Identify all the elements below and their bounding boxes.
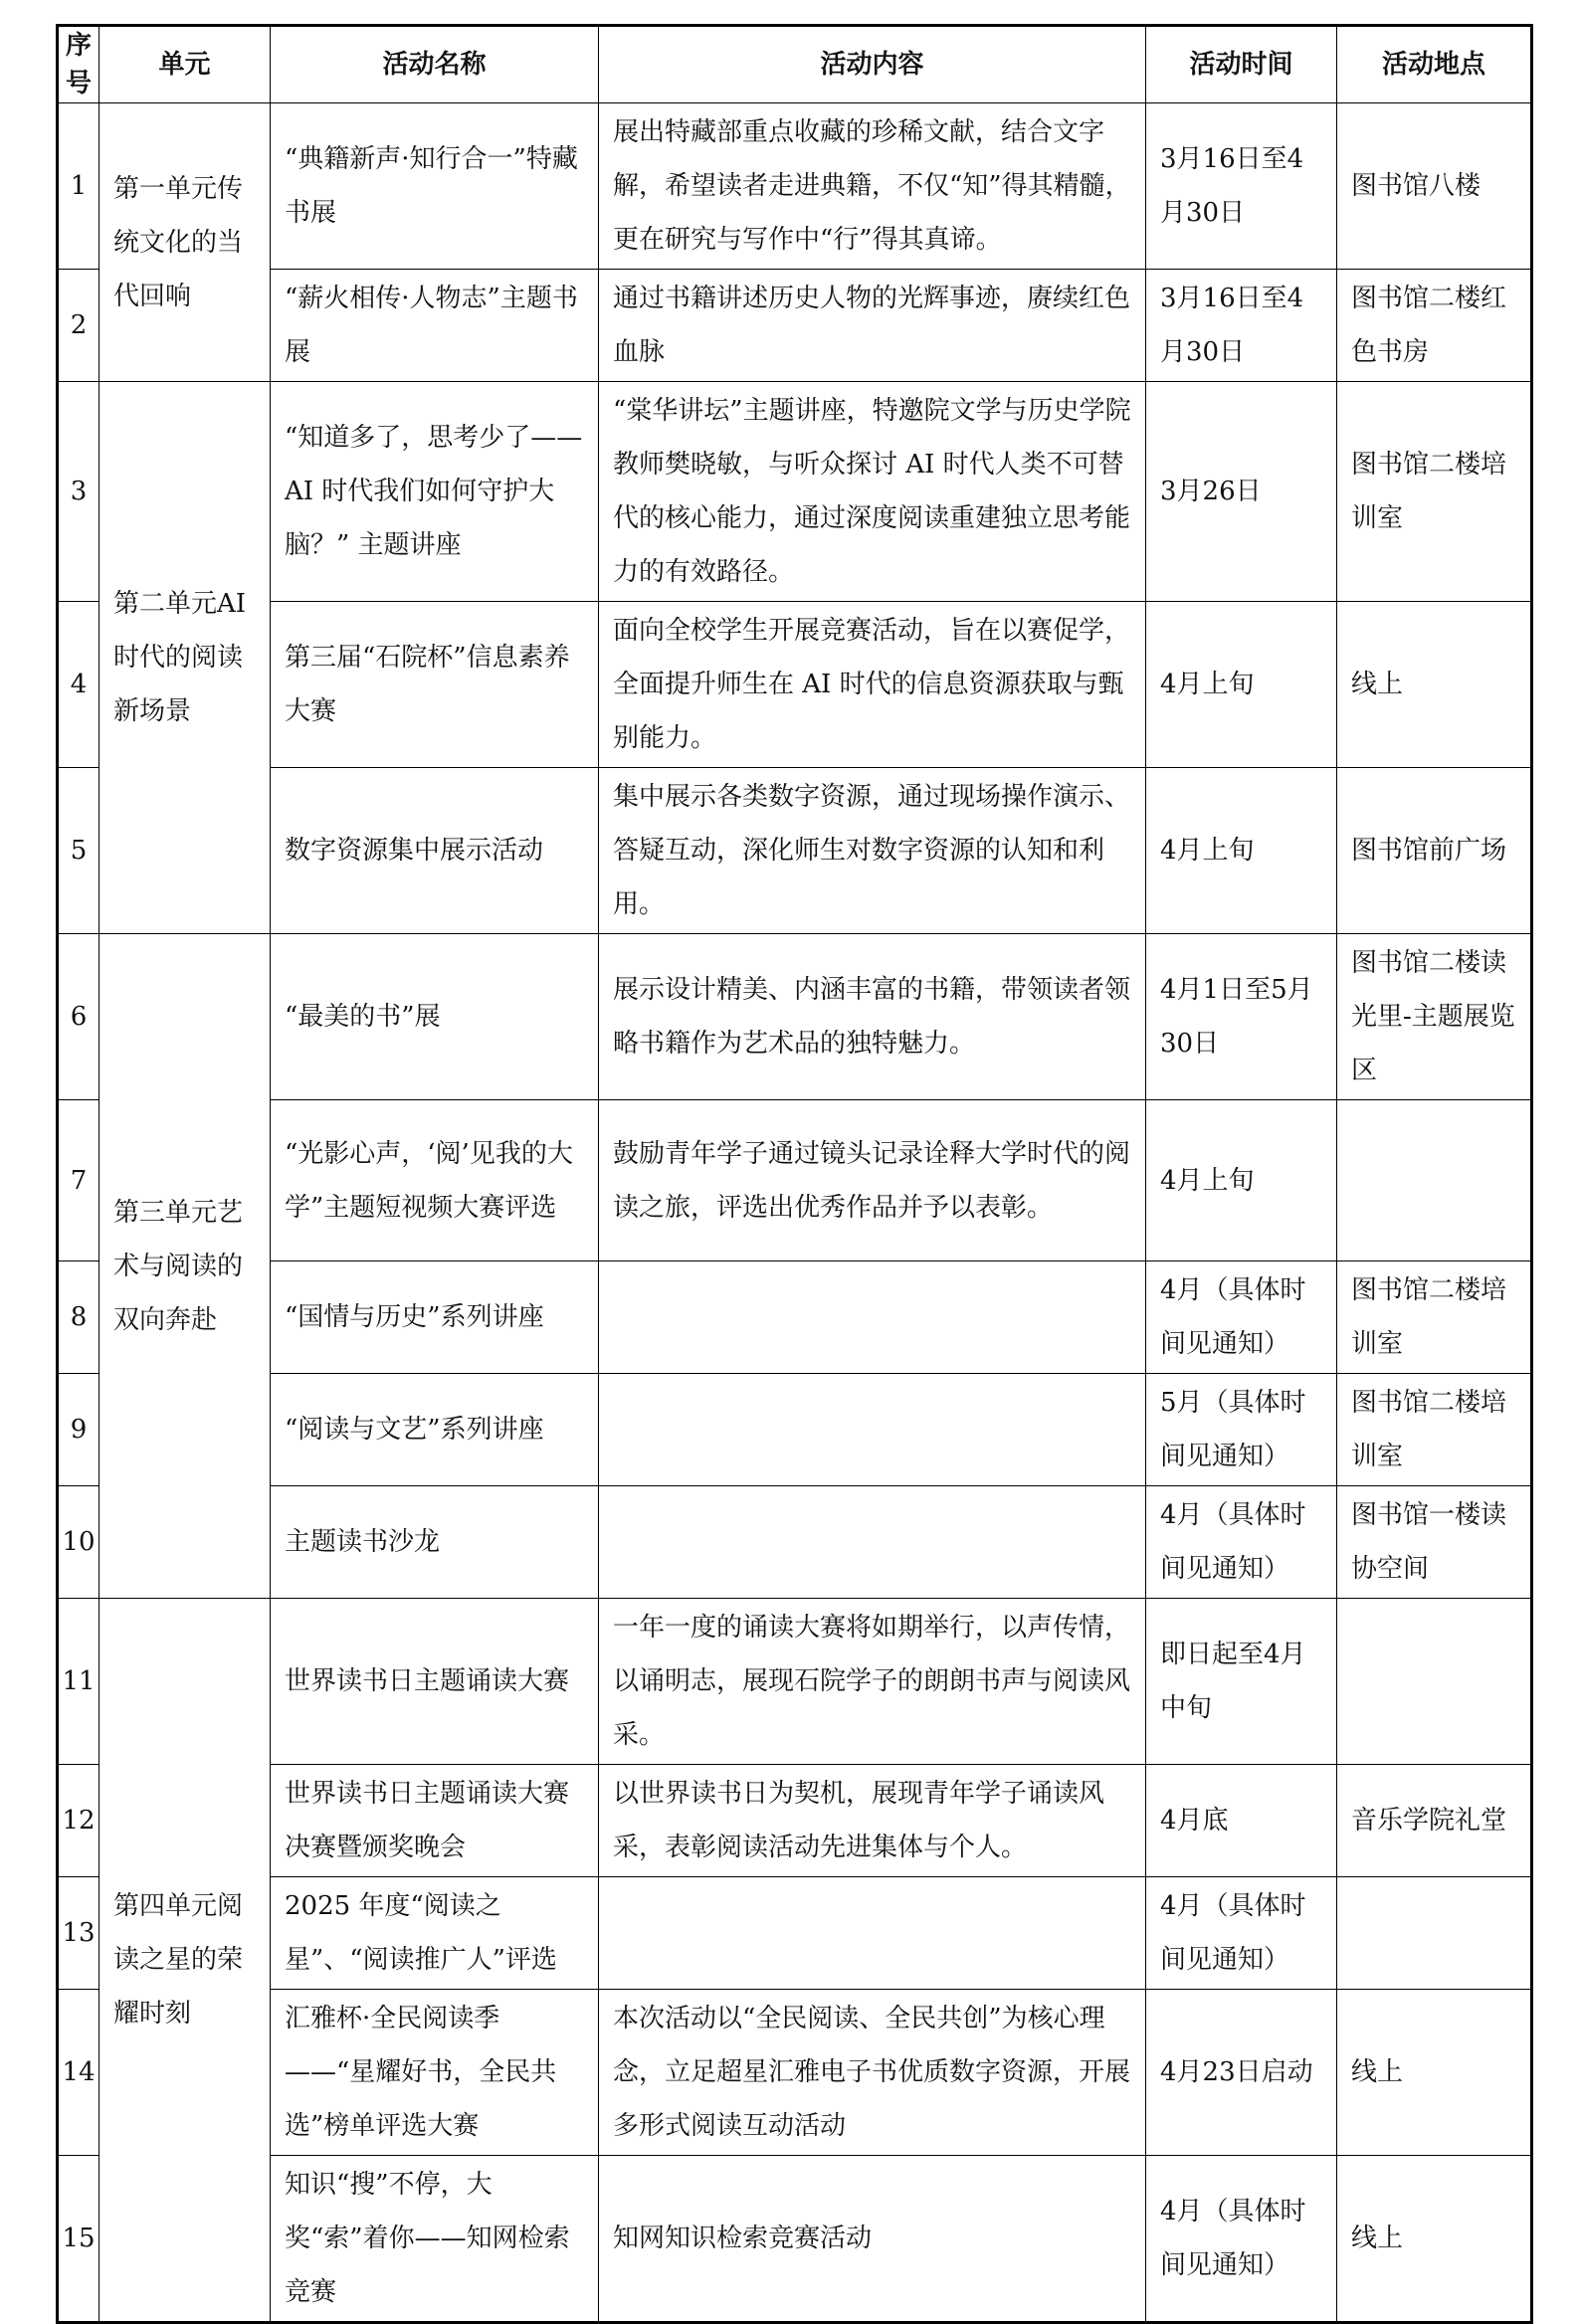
row-idx: 7: [58, 1100, 99, 1261]
row-idx: 8: [58, 1261, 99, 1374]
activity-place: [1337, 1100, 1532, 1261]
activity-content: “棠华讲坛”主题讲座，特邀院文学与历史学院教师樊晓敏，与听众探讨 AI 时代人类不可替代的核心能力，通过深度阅读重建独立思考能力的有效路径。: [599, 382, 1146, 602]
activity-place: 图书馆前广场: [1337, 768, 1532, 934]
unit-cell: 第四单元阅读之星的荣耀时刻: [99, 1599, 271, 2323]
activity-time: 3月16日至4月30日: [1146, 270, 1337, 382]
activity-name: “典籍新声·知行合一”特藏书展: [271, 103, 599, 270]
table-row: [58, 1100, 1532, 1261]
activity-table-page: [56, 24, 1530, 2324]
activity-name: “薪火相传·人物志”主题书展: [271, 270, 599, 382]
activity-time: 4月23日启动: [1146, 1990, 1337, 2156]
table-row: [58, 270, 1532, 382]
activity-content: [599, 1374, 1146, 1486]
activity-place: 图书馆二楼红色书房: [1337, 270, 1532, 382]
table-row: [58, 934, 1532, 1100]
header-unit: 单元: [99, 26, 271, 103]
table-row: [58, 1765, 1532, 1877]
activity-name: “国情与历史”系列讲座: [271, 1261, 599, 1374]
activity-time: 4月底: [1146, 1765, 1337, 1877]
activity-content: 通过书籍讲述历史人物的光辉事迹，赓续红色血脉: [599, 270, 1146, 382]
activity-place: 图书馆八楼: [1337, 103, 1532, 270]
activity-schedule-table: [56, 24, 1533, 2324]
activity-content: 知网知识检索竞赛活动: [599, 2156, 1146, 2323]
unit-cell: 第三单元艺术与阅读的双向奔赴: [99, 934, 271, 1599]
table-row: [58, 103, 1532, 270]
table-row: [58, 1374, 1532, 1486]
activity-name: 世界读书日主题诵读大赛决赛暨颁奖晚会: [271, 1765, 599, 1877]
row-idx: 15: [58, 2156, 99, 2323]
activity-content: 一年一度的诵读大赛将如期举行，以声传情，以诵明志，展现石院学子的朗朗书声与阅读风采。: [599, 1599, 1146, 1765]
table-row: [58, 1877, 1532, 1990]
activity-content: [599, 1877, 1146, 1990]
row-idx: 3: [58, 382, 99, 602]
row-idx: 14: [58, 1990, 99, 2156]
activity-name: 2025 年度“阅读之星”、“阅读推广人”评选: [271, 1877, 599, 1990]
table-row: [58, 768, 1532, 934]
table-row: [58, 2156, 1532, 2323]
activity-content: 鼓励青年学子通过镜头记录诠释大学时代的阅读之旅，评选出优秀作品并予以表彰。: [599, 1100, 1146, 1261]
header-place: 活动地点: [1337, 26, 1532, 103]
activity-content: [599, 1486, 1146, 1599]
activity-name: “最美的书”展: [271, 934, 599, 1100]
activity-name: 汇雅杯·全民阅读季——“星耀好书，全民共选”榜单评选大赛: [271, 1990, 599, 2156]
activity-time: 3月26日: [1146, 382, 1337, 602]
activity-place: 图书馆二楼培训室: [1337, 382, 1532, 602]
table-row: [58, 1599, 1532, 1765]
activity-content: 以世界读书日为契机，展现青年学子诵读风采，表彰阅读活动先进集体与个人。: [599, 1765, 1146, 1877]
activity-name: 数字资源集中展示活动: [271, 768, 599, 934]
activity-time: 4月上旬: [1146, 1100, 1337, 1261]
row-idx: 9: [58, 1374, 99, 1486]
activity-name: “阅读与文艺”系列讲座: [271, 1374, 599, 1486]
table-header-row: [58, 26, 1532, 103]
activity-name: “光影心声，‘阅’见我的大学”主题短视频大赛评选: [271, 1100, 599, 1261]
activity-name: “知道多了，思考少了——AI 时代我们如何守护大脑？” 主题讲座: [271, 382, 599, 602]
row-idx: 1: [58, 103, 99, 270]
table-row: [58, 1990, 1532, 2156]
table-row: [58, 382, 1532, 602]
activity-content: 展示设计精美、内涵丰富的书籍，带领读者领略书籍作为艺术品的独特魅力。: [599, 934, 1146, 1100]
row-idx: 5: [58, 768, 99, 934]
activity-time: 4月上旬: [1146, 768, 1337, 934]
activity-content: 集中展示各类数字资源，通过现场操作演示、答疑互动，深化师生对数字资源的认知和利用。: [599, 768, 1146, 934]
row-idx: 11: [58, 1599, 99, 1765]
activity-time: 4月（具体时间见通知）: [1146, 2156, 1337, 2323]
activity-content: 本次活动以“全民阅读、全民共创”为核心理念，立足超星汇雅电子书优质数字资源，开展多形式阅读互动活动: [599, 1990, 1146, 2156]
row-idx: 2: [58, 270, 99, 382]
row-idx: 4: [58, 602, 99, 768]
activity-place: 线上: [1337, 2156, 1532, 2323]
activity-name: 世界读书日主题诵读大赛: [271, 1599, 599, 1765]
row-idx: 6: [58, 934, 99, 1100]
table-row: [58, 1486, 1532, 1599]
activity-name: 第三届“石院杯”信息素养大赛: [271, 602, 599, 768]
row-idx: 10: [58, 1486, 99, 1599]
row-idx: 12: [58, 1765, 99, 1877]
activity-place: 线上: [1337, 602, 1532, 768]
activity-place: 图书馆二楼培训室: [1337, 1261, 1532, 1374]
header-time: 活动时间: [1146, 26, 1337, 103]
header-idx: 序号: [58, 26, 99, 103]
activity-content: 展出特藏部重点收藏的珍稀文献，结合文字解，希望读者走进典籍，不仅“知”得其精髓，更在研究与写作中“行”得其真谛。: [599, 103, 1146, 270]
activity-place: 图书馆二楼读光里-主题展览区: [1337, 934, 1532, 1100]
activity-time: 4月（具体时间见通知）: [1146, 1486, 1337, 1599]
activity-place: 音乐学院礼堂: [1337, 1765, 1532, 1877]
activity-time: 4月（具体时间见通知）: [1146, 1877, 1337, 1990]
activity-content: [599, 1261, 1146, 1374]
activity-time: 4月1日至5月30日: [1146, 934, 1337, 1100]
header-name: 活动名称: [271, 26, 599, 103]
header-content: 活动内容: [599, 26, 1146, 103]
table-row: [58, 1261, 1532, 1374]
activity-place: 线上: [1337, 1990, 1532, 2156]
table-row: [58, 602, 1532, 768]
unit-cell: 第一单元传统文化的当代回响: [99, 103, 271, 382]
activity-content: 面向全校学生开展竞赛活动，旨在以赛促学，全面提升师生在 AI 时代的信息资源获取与甄别能力。: [599, 602, 1146, 768]
row-idx: 13: [58, 1877, 99, 1990]
activity-time: 5月（具体时间见通知）: [1146, 1374, 1337, 1486]
activity-place: [1337, 1599, 1532, 1765]
activity-time: 4月（具体时间见通知）: [1146, 1261, 1337, 1374]
activity-time: 3月16日至4月30日: [1146, 103, 1337, 270]
activity-time: 即日起至4月中旬: [1146, 1599, 1337, 1765]
activity-place: 图书馆二楼培训室: [1337, 1374, 1532, 1486]
activity-place: [1337, 1877, 1532, 1990]
unit-cell: 第二单元AI 时代的阅读新场景: [99, 382, 271, 934]
activity-name: 知识“搜”不停，大奖“索”着你——知网检索竞赛: [271, 2156, 599, 2323]
activity-place: 图书馆一楼读协空间: [1337, 1486, 1532, 1599]
activity-name: 主题读书沙龙: [271, 1486, 599, 1599]
activity-time: 4月上旬: [1146, 602, 1337, 768]
